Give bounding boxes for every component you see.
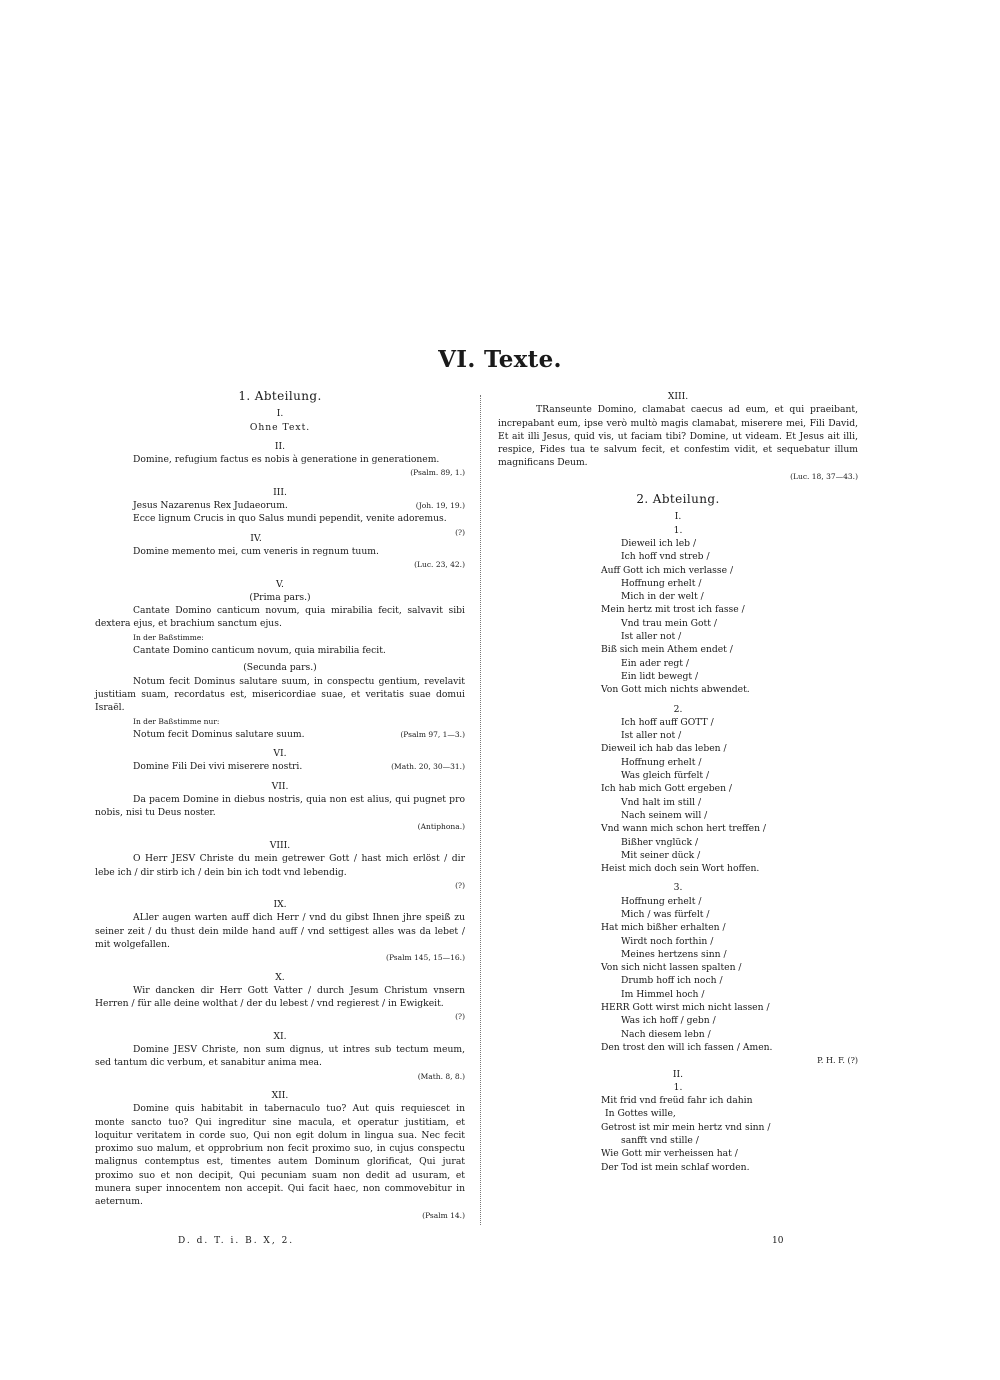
ref-xii: (Psalm 14.) <box>422 1210 465 1220</box>
text-v-4: Notum fecit Dominus salutare suum. (Psalm 97, 1—3.) <box>133 728 465 740</box>
verse-line: Wie Gott mir verheissen hat / <box>601 1148 738 1160</box>
text-v-1: Cantate Domino canticum novum, quia mirabilia fecit, salvavit sibi dextera ejus, et brachium sanctum ejus. <box>95 605 465 630</box>
ref-iii-2: (?) <box>455 527 465 537</box>
text-xiii: TRanseunte Domino, clamabat caecus ad eum, et qui praeibant, increpabant eum, ipse verò multò magis clamabat, miserere mei, Fili David, Et ait illi Jesus, quid vis, ut faciam tibi? Domine, ut videam. Et Jesus ait illi, respice, Fides tua te salvum fecit, et confestim vidit, et sequebatur illum magnificans Deum. <box>498 404 858 469</box>
text-number-viii: VIII. <box>269 839 291 851</box>
ref-x: (?) <box>455 1012 465 1022</box>
text-v-3: Notum fecit Dominus salutare suum, in conspectu gentium, revelavit justitiam suam, recordatus est, misericordiae suae, et veritatis suae domui Israël. <box>95 675 465 714</box>
secunda-pars: (Secunda pars.) <box>243 662 317 674</box>
ref-vii: (Antiphona.) <box>417 821 465 831</box>
ref-iv: (Luc. 23, 42.) <box>414 560 465 570</box>
verse-line: Vnd trau mein Gott / <box>621 617 717 629</box>
verse-line: Ein lidt bewegt / <box>621 670 699 682</box>
verse-line: Bißher vnglück / <box>621 836 699 848</box>
verse-line: Den trost den will ich fassen / Amen. <box>601 1041 773 1053</box>
footer-signature-mark: D. d. T. i. B. X, 2. <box>178 1236 295 1246</box>
prima-pars: (Prima pars.) <box>249 591 311 603</box>
section-heading-1: 1. Abteilung. <box>238 389 322 403</box>
page-title: VI. Texte. <box>438 346 562 373</box>
verse-line: Nach seinem will / <box>621 809 708 821</box>
text-number-vii: VII. <box>271 780 289 792</box>
ref-xiii: (Luc. 18, 37—43.) <box>790 471 858 481</box>
ref-v: (Psalm 97, 1—3.) <box>400 729 465 739</box>
text-i: Ohne Text. <box>249 421 311 433</box>
verse-line: Heist mich doch sein Wort hoffen. <box>601 863 760 875</box>
note-v-1: In der Baßstimme: <box>133 632 204 642</box>
note-v-2: In der Baßstimme nur: <box>133 716 220 726</box>
ref-xi: (Math. 8, 8.) <box>417 1071 465 1081</box>
verse-4 <box>601 1094 858 1174</box>
verse-line: Hat mich bißher erhalten / <box>601 922 726 934</box>
text-vii: Da pacem Domine in diebus nostris, quia non est alius, qui pugnet pro nobis, nisi tu Deus noster. <box>95 794 465 819</box>
section-heading-2: 2. Abteilung. <box>636 492 720 507</box>
verse-line: Mich in der welt / <box>621 591 704 603</box>
text-iii-line1: Jesus Nazarenus Rex Judaeorum. (Joh. 19, 19.) <box>133 500 465 512</box>
verse-number-1: 1. <box>673 524 683 536</box>
verse-line: Mich / was fürfelt / <box>621 908 710 920</box>
verse-line: Hoffnung erhelt / <box>621 756 702 768</box>
text-viii: O Herr JESV Christe du mein getrewer Gott / hast mich erlöst / dir lebe ich / dir stirb ich / dein bin ich todt vnd lebendig. <box>95 853 465 878</box>
text-v-2: Cantate Domino canticum novum, quia mirabilia fecit. <box>133 645 386 657</box>
verse-1 <box>601 537 858 697</box>
text-number-xi: XI. <box>273 1030 287 1042</box>
ref-iii-1: (Joh. 19, 19.) <box>415 501 465 511</box>
text-ix: ALler augen warten auff dich Herr / vnd du gibst Ihnen jhre speiß zu seiner zeit / du thust dein milde hand auff / vnd settigest alles was da lebet / mit wolgefallen. <box>95 912 465 950</box>
part-number-i: I. <box>674 511 682 523</box>
verse-line: Drumb hoff ich noch / <box>621 975 723 987</box>
verse-line: HERR Gott wirst mich nicht lassen / <box>601 1002 770 1014</box>
column-divider <box>480 395 481 1225</box>
text-number-vi: VI. <box>273 748 287 760</box>
verse-line: Hoffnung erhelt / <box>621 895 702 907</box>
verse-number-4: 1. <box>673 1081 683 1093</box>
verse-line: sanfft vnd stille / <box>621 1135 699 1147</box>
ref-vi: (Math. 20, 30—31.) <box>391 762 465 772</box>
verse-line: Ich hoff vnd streb / <box>621 551 710 563</box>
verse-line: Getrost ist mir mein hertz vnd sinn / <box>601 1121 771 1133</box>
verse-line: Biß sich mein Athem endet / <box>601 644 733 656</box>
right-column <box>498 390 858 1174</box>
text-number-v: V. <box>276 578 284 590</box>
verse-line: Ich hoff auff GOTT / <box>621 716 714 728</box>
text-number-iii: III. <box>273 486 287 498</box>
verse-line: Ist aller not / <box>621 631 682 643</box>
verse-line: Ist aller not / <box>621 730 682 742</box>
verse-line: Hoffnung erhelt / <box>621 577 702 589</box>
text-xii: Domine quis habitabit in tabernaculo tuo? Aut quis requiescet in monte sancto tuo? Qui ingreditur sine macula, et operatur justitiam, et loquitur veritatem in corde suo, Qui non egit dolum in lingua sua. Nec fecit proximo suo malum, et opprobrium non fecit proximo suo, in cujus conspectu malignus contemptus est, timentes autem Dominum glorificat, Qui jurat proximo suo et non decipit, Qui pecuniam suam non dedit ad usuram, et munera super innocentem non accepit. Qui facit haec, non commovebitur in aeternum. <box>95 1103 465 1208</box>
left-column <box>95 390 465 1222</box>
text-xi: Domine JESV Christe, non sum dignus, ut intres sub tectum meum, sed tantum dic verbum, et sanabitur anima mea. <box>95 1044 465 1069</box>
verse-number-2: 2. <box>673 703 683 715</box>
ref-ii: (Psalm. 89, 1.) <box>410 468 465 478</box>
verse-line: Was ich hoff / gebn / <box>621 1015 716 1027</box>
verse-line: Vnd halt im still / <box>621 796 702 808</box>
verse-signature: P. H. F. (?) <box>817 1056 858 1066</box>
verse-line: Meines hertzens sinn / <box>621 948 727 960</box>
verse-line: Im Himmel hoch / <box>621 988 705 1000</box>
verse-line: Was gleich fürfelt / <box>621 770 710 782</box>
ref-ix: (Psalm 145, 15—16.) <box>386 953 465 963</box>
verse-line: Mit frid vnd freüd fahr ich dahin <box>601 1095 753 1107</box>
text-number-x: X. <box>275 971 285 983</box>
text-number-iv: IV. <box>250 532 262 544</box>
text-number-i: I. <box>276 408 284 420</box>
verse-line: Dieweil ich leb / <box>621 537 697 549</box>
verse-line: Nach diesem lebn / <box>621 1028 711 1040</box>
verse-line: In Gottes wille, <box>605 1108 676 1120</box>
verse-line: Vnd wann mich schon hert treffen / <box>601 823 767 835</box>
verse-line: Ich hab mich Gott ergeben / <box>601 783 733 795</box>
text-number-ix: IX. <box>273 899 287 911</box>
verse-line: Der Tod ist mein schlaf worden. <box>601 1161 750 1173</box>
text-number-xii: XII. <box>271 1089 289 1101</box>
verse-line: Von sich nicht lassen spalten / <box>601 962 742 974</box>
text-ii: Domine, refugium factus es nobis à generatione in generationem. <box>133 454 440 466</box>
verse-3 <box>601 895 858 1055</box>
verse-line: Wirdt noch forthin / <box>621 935 714 947</box>
verse-line: Auff Gott ich mich verlasse / <box>601 564 734 576</box>
part-number-ii: II. <box>672 1068 684 1080</box>
verse-line: Dieweil ich hab das leben / <box>601 743 727 755</box>
verse-2 <box>601 716 858 876</box>
text-x: Wir dancken dir Herr Gott Vatter / durch Jesum Christum vnsern Herren / für alle deine wolthat / der du lebest / vnd regierest / in Ewigkeit. <box>95 984 465 1010</box>
verse-line: Ein ader regt / <box>621 657 690 669</box>
text-vi: Domine Fili Dei vivi miserere nostri. (Math. 20, 30—31.) <box>133 761 465 773</box>
verse-line: Mit seiner dück / <box>621 849 701 861</box>
text-iii-line2: Ecce lignum Crucis in quo Salus mundi pependit, venite adoremus. (?) <box>95 512 465 525</box>
text-iv: Domine memento mei, cum veneris in regnum tuum. <box>133 545 379 557</box>
verse-line: Von Gott mich nichts abwendet. <box>601 684 750 696</box>
page-number: 10 <box>772 1236 784 1246</box>
verse-number-3: 3. <box>673 882 683 894</box>
text-number-xiii: XIII. <box>667 391 689 402</box>
ref-viii: (?) <box>455 880 465 890</box>
verse-line: Mein hertz mit trost ich fasse / <box>601 604 745 616</box>
text-number-ii: II. <box>274 440 286 452</box>
